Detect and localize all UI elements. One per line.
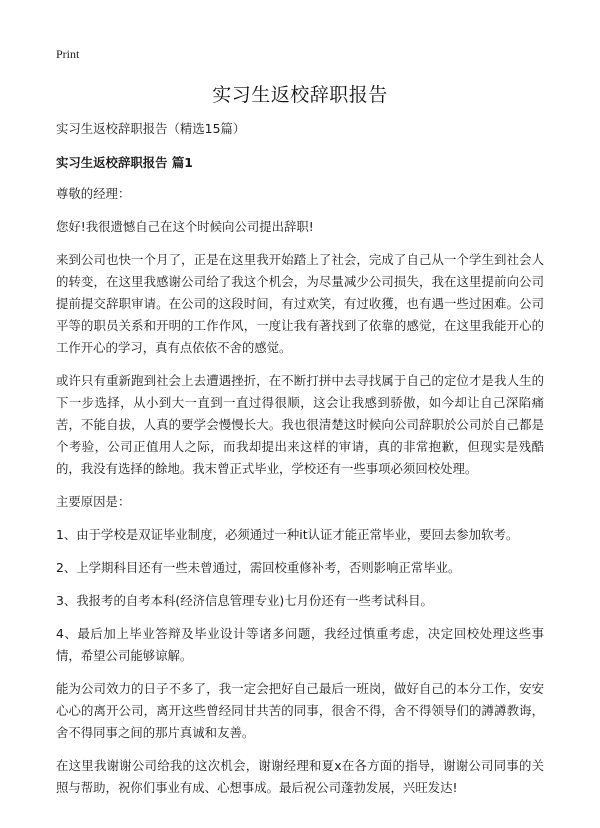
paragraph-reasons-heading: 主要原因是： <box>56 494 131 509</box>
reason-item-3: 3、我报考的自考本科(经济信息管理专业)七月份还有一些考试科目。 <box>56 593 433 608</box>
section-heading: 实习生返校辞职报告 篇1 <box>56 155 193 170</box>
reason-item-4: 4、最后加上毕业答辩及毕业设计等诸多问题，我经过慎重考虑，决定回校处理这些事情，希望公司能够谅解。 <box>56 626 544 663</box>
paragraph-opening: 您好!我很遗憾自己在这个时候向公司提出辞职! <box>56 219 314 234</box>
document-body <box>56 118 544 810</box>
paragraph-commitment: 能为公司效力的日子不多了，我一定会把好自己最后一班岗，做好自己的本分工作，安安心心的离开公司，离开这些曾经同甘共苦的同事，很舍不得，舍不得领导们的譐譐教诲，舍不得同事之间的那片真诚和友善。 <box>56 681 544 740</box>
greeting-line: 尊敬的经理： <box>56 186 131 201</box>
reason-item-1: 1、由于学校是双证毕业制度，必须通过一种it认证才能正常毕业，要回去参加软考。 <box>56 527 519 542</box>
reason-item-2: 2、上学期科目还有一些未曾通过，需回校重修补考，否则影响正常毕业。 <box>56 560 461 575</box>
print-link[interactable]: Print <box>56 47 80 61</box>
paragraph-reason-context: 或许只有重新跑到社会上去遭遇挫折，在不断打拼中去寻找属于自己的定位才是我人生的下一步选择，从小到大一直到一直过得很顺，这会让我感到骄傲，如今却让自己深陷痛苦，不能自拔，人真的要学会慢慢长大。我也很清楚这时候向公司辞职於公司於自己都是个考验，公司正值用人之际，而我却提出来这样的审请，真的非常抱歉，但现实是残酷的，我没有选择的餘地。我末曾正式毕业，学校还有一些事项必须回校处理。 <box>56 373 544 476</box>
paragraph-closing: 在这里我谢谢公司给我的这次机会，谢谢经理和夏x在各方面的指导，谢谢公司同事的关照与帮助，祝你们事业有成、心想事成。最后祝公司蓬勃发展，兴旺发达! <box>56 758 544 795</box>
paragraph-gratitude: 来到公司也快一个月了，正是在这里我开始踏上了社会，完成了自己从一个学生到社会人的转变，在这里我感谢公司给了我这个机会，为尽量减少公司损失，我在这里提前向公司提前提交辞职审请。在公司的这段时间，有过欢笑，有过收獲，也有遇一些过困难。公司平等的职员关系和开明的工作作风，一度让我有著找到了依靠的感觉，在这里我能开心的工作开心的学习，真有点依依不舍的感觉。 <box>56 252 544 355</box>
document-subtitle: 实习生返校辞职报告（精选15篇） <box>56 121 246 136</box>
document-title: 实习生返校辞职报告 <box>212 84 388 106</box>
